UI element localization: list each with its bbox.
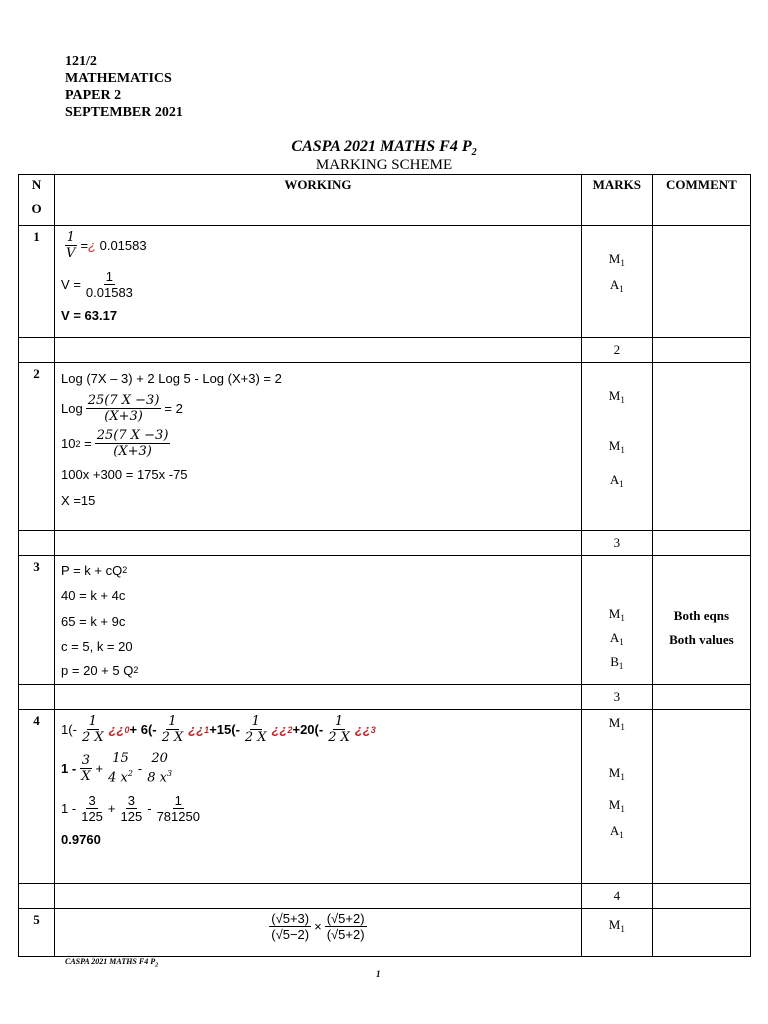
col-header-no: N O xyxy=(19,175,55,226)
document-header xyxy=(65,53,183,121)
page-subtitle: MARKING SCHEME xyxy=(315,157,453,173)
comment-cell xyxy=(652,710,750,884)
comment-cell xyxy=(652,363,750,531)
marks-cell: $M_1$ $M_1$ $M_1$ $A_1$ xyxy=(581,710,652,884)
question-number: 4 xyxy=(19,710,55,884)
marks-cell: $M_1$ $M_1$ $A_1$ xyxy=(581,363,652,531)
title-text: CASPA 2021 MATHS F4 P xyxy=(291,138,472,155)
col-header-comment: COMMENT xyxy=(652,175,750,226)
question-number: 3 xyxy=(19,556,55,685)
total-row xyxy=(19,685,751,710)
total-marks: 3 xyxy=(581,531,652,556)
question-row xyxy=(19,226,751,338)
subject: MATHEMATICS xyxy=(65,71,172,86)
question-number: 1 xyxy=(19,226,55,338)
comment-both-eqns: Both eqns xyxy=(673,608,730,623)
title-subscript: 2 xyxy=(471,147,477,159)
question-row xyxy=(19,556,751,685)
col-header-working: WORKING xyxy=(55,175,582,226)
header-row xyxy=(19,175,751,226)
working-cell: $\frac{(√5+3)}{(√5-2)}$ × $\frac{(√5+2)}{(√5+2)}$ xyxy=(55,909,582,957)
total-row xyxy=(19,531,751,556)
comment-cell xyxy=(652,909,750,957)
total-row xyxy=(19,338,751,363)
comment-cell xyxy=(652,556,750,685)
marking-scheme-table xyxy=(18,174,751,957)
page-footer: CASPA 2021 MATHS F4 $P_2$ xyxy=(65,957,159,969)
question-number: 5 xyxy=(19,909,55,957)
paper-number: PAPER 2 xyxy=(65,88,122,103)
col-header-marks: MARKS xyxy=(581,175,652,226)
total-marks: 4 xyxy=(581,884,652,909)
comment-both-values: Both values xyxy=(669,632,734,647)
marks-cell: $M_1$ $A_1$ $B_1$ xyxy=(581,556,652,685)
marks-cell: $M_1$ $A_1$ xyxy=(581,226,652,338)
page-number: 1 xyxy=(376,969,381,979)
working-cell: $\frac{1}{V}$ = ¿ 0.01583 V = $\frac{1}{0.01583}$ V = 63.17 xyxy=(55,226,582,338)
question-row xyxy=(19,909,751,957)
working-cell: P = k + cQ 2 40 = k + 4c 65 = k + 9c c = 5, k = 20 p = 20 + 5 Q 2 xyxy=(55,556,582,685)
question-row xyxy=(19,363,751,531)
marks-cell: $M_1$ xyxy=(581,909,652,957)
question-number: 2 xyxy=(19,363,55,531)
total-marks: 3 xyxy=(581,685,652,710)
paper-code: 121/2 xyxy=(65,54,97,69)
working-cell: 1(- $\frac{1}{2 X}$ ¿¿ 0 + 6(- $\frac{1}{2 X}$ ¿¿ 1 +15(- $\frac{1}{2 X}$ ¿¿ 2 +20(- $\frac{1}{2 X}$ ¿¿ 3 1 - $\frac{3}{X}$ + 15 4 $x^2$ - 20 8 $x^3$ 1 - $\frac{3}{125}$ + $\frac{3}{125}$ - $\frac{1}{781250}$ 0.9760 xyxy=(55,710,582,884)
total-marks: 2 xyxy=(581,338,652,363)
comment-cell xyxy=(652,226,750,338)
exam-date: SEPTEMBER 2021 xyxy=(65,105,183,120)
working-cell: Log (7X – 3) + 2 Log 5 - Log (X+3) = 2 Log $\frac{25(7 X -3)}{(X+3)}$ = 2 10 2 = $\frac{25(7 X -3)}{(X+3)}$ 100x +300 = 175x -75 X =15 xyxy=(55,363,582,531)
total-row xyxy=(19,884,751,909)
question-row xyxy=(19,710,751,884)
page-title xyxy=(0,138,768,158)
